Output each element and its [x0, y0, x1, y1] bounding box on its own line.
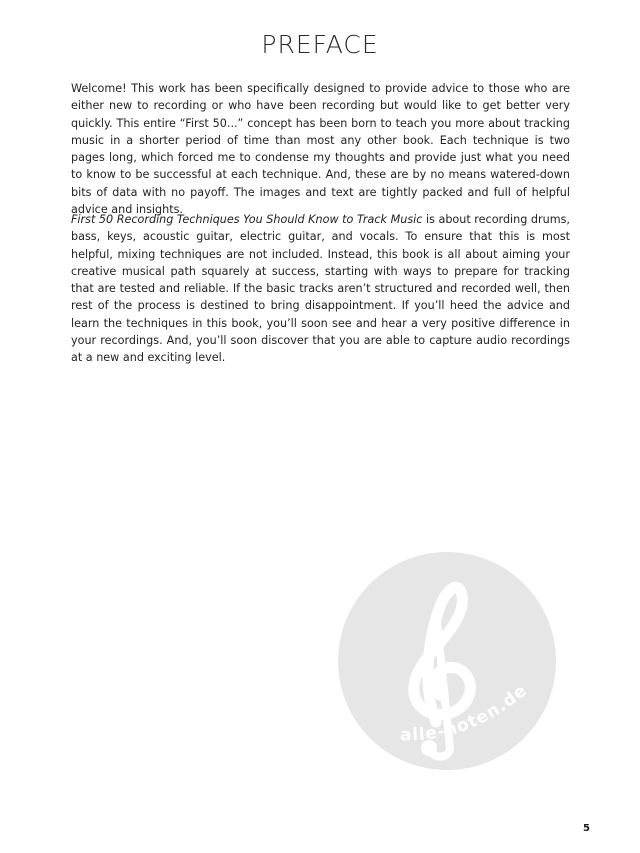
watermark-seal	[338, 552, 556, 770]
preface-paragraph-1	[71, 80, 570, 218]
paragraph-text	[71, 211, 570, 367]
page-number: 5	[583, 823, 590, 834]
paragraph-body: is about recording drums, bass, keys, acoustic guitar, electric guitar, and vocals. To ensure that this is most helpful, mixing techniques are not included. Instead, this book is all about aiming your creative musical path squarely at success, starting with ways to prepare for tracking that are tested and reliable. If the basic tracks aren’t structured and recorded well, then rest of the process is destined to bring disappointment. If you’ll heed the advice and learn the techniques in this book, you’ll soon see and hear a very positive difference in your recordings. And, you’ll soon discover that you are able to capture audio recordings at a new and exciting level.	[71, 213, 570, 365]
paragraph-text: Welcome! This work has been specifically designed to provide advice to those who are either new to recording or who have been recording but would like to get better very quickly. This entire “First 50...” concept has been born to teach you more about tracking music in a shorter period of time than most any other book. Each technique is two pages long, which forced me to condense my thoughts and provide just what you need to know to be successful at each technique. And, these are by no means watered-down bits of data with no payoff. The images and text are tightly packed and full of helpful advice and insights.	[71, 82, 570, 217]
preface-paragraph-2	[71, 211, 570, 367]
book-title: First 50 Recording Techniques You Should Know to Track Music	[71, 213, 423, 226]
watermark-text: alle-noten.de	[399, 680, 532, 746]
page-title: PREFACE	[261, 30, 379, 59]
